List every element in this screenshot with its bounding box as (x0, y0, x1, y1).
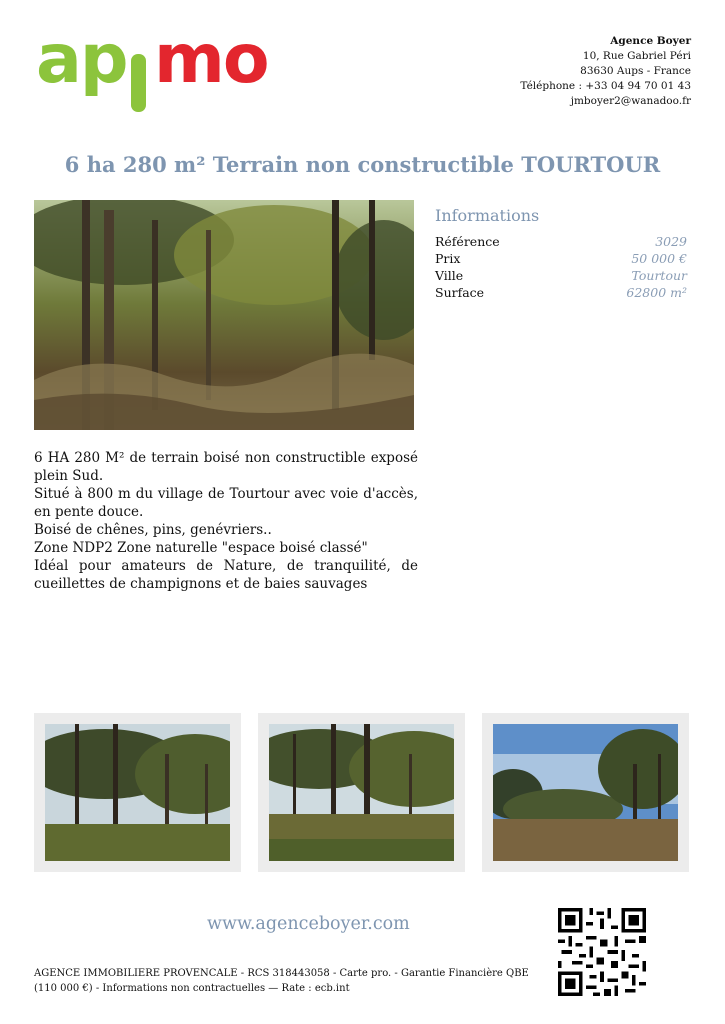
main-photo[interactable] (34, 200, 414, 430)
svg-text:mo: mo (154, 24, 268, 99)
info-value: 3029 (655, 234, 687, 249)
info-label: Prix (435, 251, 461, 266)
info-label: Ville (435, 268, 464, 283)
listing-title: 6 ha 280 m² Terrain non constructible TOURTOUR (64, 152, 661, 177)
agency-phone: Téléphone : +33 04 94 70 01 43 (520, 80, 691, 92)
agency-name: Agence Boyer (610, 35, 691, 47)
description-paragraph: Boisé de chênes, pins, genévriers.. (34, 522, 272, 538)
thumbnail-photo (269, 724, 454, 861)
legal-notice (34, 966, 534, 996)
agency-city: 83630 Aups - France (580, 65, 691, 77)
thumbnail-2[interactable] (258, 713, 465, 872)
description-paragraph: 6 HA 280 M² de terrain boisé non constructible exposé plein Sud. (34, 450, 418, 484)
description-paragraph: Situé à 800 m du village de Tourtour avec voie d'accès, en pente douce. (34, 486, 418, 520)
description-paragraph: Idéal pour amateurs de Nature, de tranquilité, de cueillettes de champignons et de baies sauvages (34, 558, 418, 592)
website-link[interactable]: www.agenceboyer.com (207, 914, 410, 934)
thumbnail-1[interactable] (34, 713, 241, 872)
info-row-price (435, 250, 687, 267)
info-row-surface (435, 284, 687, 301)
legal-line: AGENCE IMMOBILIERE PROVENCALE - RCS 318443058 - Carte pro. - Garantie Financière QBE (34, 968, 529, 979)
description-paragraph: Zone NDP2 Zone naturelle "espace boisé classé" (34, 540, 368, 556)
info-panel (435, 206, 687, 301)
info-label: Surface (435, 285, 485, 300)
apimo-logo (36, 24, 296, 116)
qr-code[interactable] (558, 908, 646, 996)
info-row-reference (435, 233, 687, 250)
legal-line: (110 000 €) - Informations non contractuelles — Rate : ecb.int (34, 983, 350, 994)
thumbnail-photo (493, 724, 678, 861)
agency-address: 10, Rue Gabriel Péri (582, 50, 691, 62)
svg-text:ap: ap (36, 24, 127, 99)
info-row-city (435, 267, 687, 284)
thumbnail-photo (45, 724, 230, 861)
listing-description (34, 449, 418, 593)
info-value: 62800 m² (626, 285, 687, 300)
info-value: Tourtour (631, 268, 687, 283)
info-heading: Informations (435, 206, 540, 225)
agency-contact (520, 34, 691, 109)
info-label: Référence (435, 234, 500, 249)
thumbnail-3[interactable] (482, 713, 689, 872)
agency-email[interactable]: jmboyer2@wanadoo.fr (570, 95, 691, 107)
info-value: 50 000 € (631, 251, 687, 266)
